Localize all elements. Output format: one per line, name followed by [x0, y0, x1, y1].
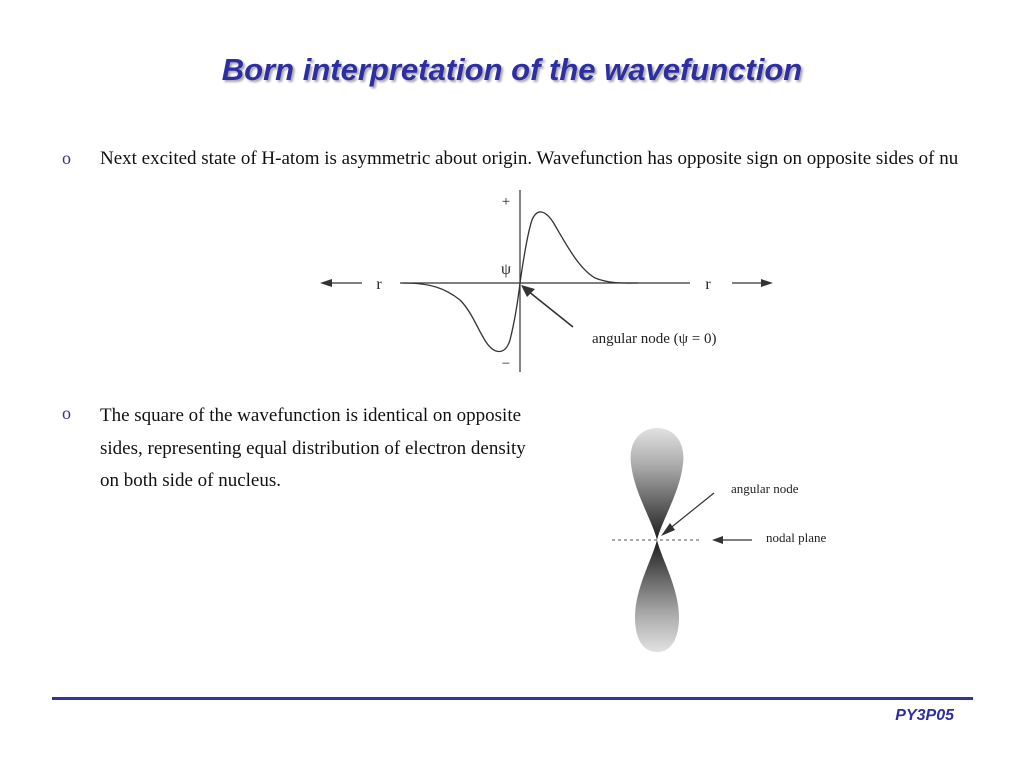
- nodal-plane-arrowhead: [712, 536, 723, 544]
- angular-node-annotation: angular node (ψ = 0): [592, 331, 717, 347]
- angular-node-label: angular node: [731, 481, 799, 496]
- bullet-text-2: The square of the wavefunction is identical on opposite sides, representing equal distribution of electron density on both side of nucleus.: [100, 405, 526, 491]
- minus-label: −: [501, 356, 511, 372]
- angular-node-arrow: [668, 493, 714, 530]
- psi-label: ψ: [500, 261, 512, 278]
- upper-lobe: [631, 428, 684, 540]
- bullet-marker: o: [62, 148, 71, 168]
- bullet-marker: o: [62, 403, 71, 423]
- nodal-plane-label: nodal plane: [766, 530, 827, 545]
- bullet-text-1: Next excited state of H-atom is asymmetric about origin. Wavefunction has opposite sign on opposite sides of nu: [100, 148, 959, 169]
- lower-lobe: [635, 540, 679, 652]
- slide-title: Born interpretation of the wavefunction: [221, 52, 803, 87]
- r-label-right: r: [705, 276, 711, 293]
- footer-rule: [52, 697, 973, 700]
- r-label-left: r: [376, 276, 382, 293]
- angular-node-arrowhead: [661, 523, 675, 536]
- footer-course-code: PY3P05: [895, 707, 954, 724]
- plus-label: +: [501, 194, 511, 210]
